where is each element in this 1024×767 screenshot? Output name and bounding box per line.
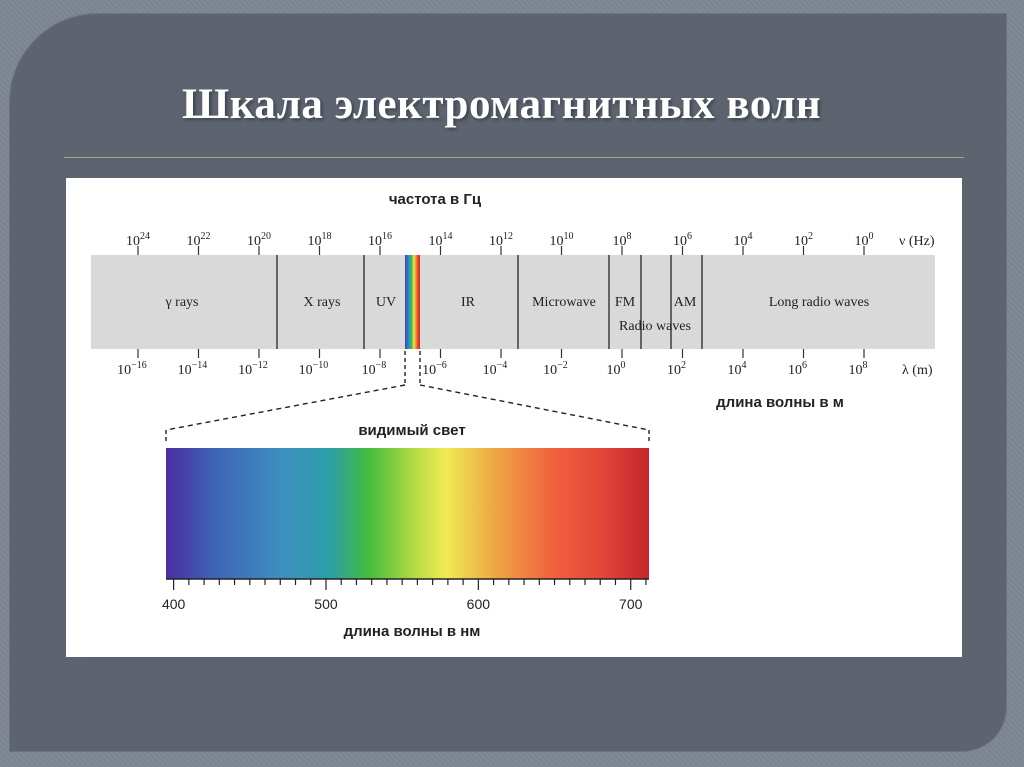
spectrum-figure [66, 178, 962, 657]
frequency-tick-label: $10^{18}$ [307, 231, 332, 249]
wavelength-tick-label: $10^{-10}$ [298, 360, 329, 378]
wavelength-tick-label: $10^{-8}$ [361, 360, 387, 378]
frequency-tick-label: $10^4$ [733, 231, 753, 249]
visible-strip [405, 255, 420, 349]
band-label-gamma: γ rays [165, 295, 199, 310]
visible-scale-label: 600 [466, 596, 491, 612]
visible-wavelength-scale [162, 579, 649, 612]
band-label-microwave: Microwave [532, 295, 596, 310]
wavelength-tick-label: $10^{-12}$ [238, 360, 268, 378]
wavelength-tick-label: $10^{-6}$ [422, 360, 447, 378]
wavelength-tick-label: $10^4$ [727, 360, 747, 378]
visible-light-caption: видимый свет [358, 422, 466, 439]
visible-scale-label: 500 [314, 596, 338, 612]
band-label-am: AM [673, 295, 697, 310]
frequency-tick-label: $10^{16}$ [368, 231, 392, 249]
frequency-tick-label: $10^{22}$ [186, 231, 211, 249]
wavelength-tick-label: $10^{-14}$ [177, 360, 208, 378]
band-label-uv: UV [375, 295, 397, 310]
title-divider [64, 157, 964, 158]
wavelength-tick-label: $10^{-4}$ [482, 360, 508, 378]
frequency-tick-label: $10^6$ [673, 231, 692, 249]
wavelength-axis [117, 349, 867, 378]
frequency-tick-label: $10^{12}$ [489, 231, 513, 249]
wavelength-unit: λ (m) [902, 363, 933, 378]
band-label-radio: Radio waves [619, 319, 691, 334]
frequency-axis [126, 231, 874, 255]
frequency-tick-label: $10^8$ [612, 231, 632, 249]
visible-scale-label: 400 [161, 596, 186, 612]
band-label-long-radio: Long radio waves [768, 295, 870, 310]
frequency-tick-label: $10^0$ [854, 231, 874, 249]
visible-axis-caption: длина волны в нм [343, 623, 481, 640]
frequency-tick-label: $10^{14}$ [428, 231, 453, 249]
wavelength-tick-label: $10^8$ [848, 360, 868, 378]
wavelength-tick-label: $10^{-16}$ [117, 360, 147, 378]
frequency-tick-label: $10^{24}$ [126, 231, 150, 249]
frequency-tick-label: $10^{10}$ [549, 231, 574, 249]
band-label-fm: FM [614, 295, 636, 310]
frequency-tick-label: $10^{20}$ [247, 231, 271, 249]
wavelength-tick-label: $10^2$ [667, 360, 686, 378]
frequency-unit: ν (Hz) [899, 234, 935, 249]
spectrum-diagram [66, 178, 962, 657]
wavelength-tick-label: $10^6$ [788, 360, 807, 378]
visible-spectrum [166, 448, 649, 579]
wavelength-caption: длина волны в м [716, 394, 844, 411]
wavelength-tick-label: $10^0$ [606, 360, 626, 378]
visible-scale-label: 700 [619, 596, 643, 612]
band-label-xrays: X rays [303, 295, 341, 310]
slide-title: Шкала электромагнитных волн [182, 81, 822, 128]
wavelength-tick-label: $10^{-2}$ [543, 360, 568, 378]
band-label-ir: IR [461, 295, 475, 310]
frequency-tick-label: $10^2$ [794, 231, 813, 249]
frequency-caption: частота в Гц [388, 191, 482, 208]
